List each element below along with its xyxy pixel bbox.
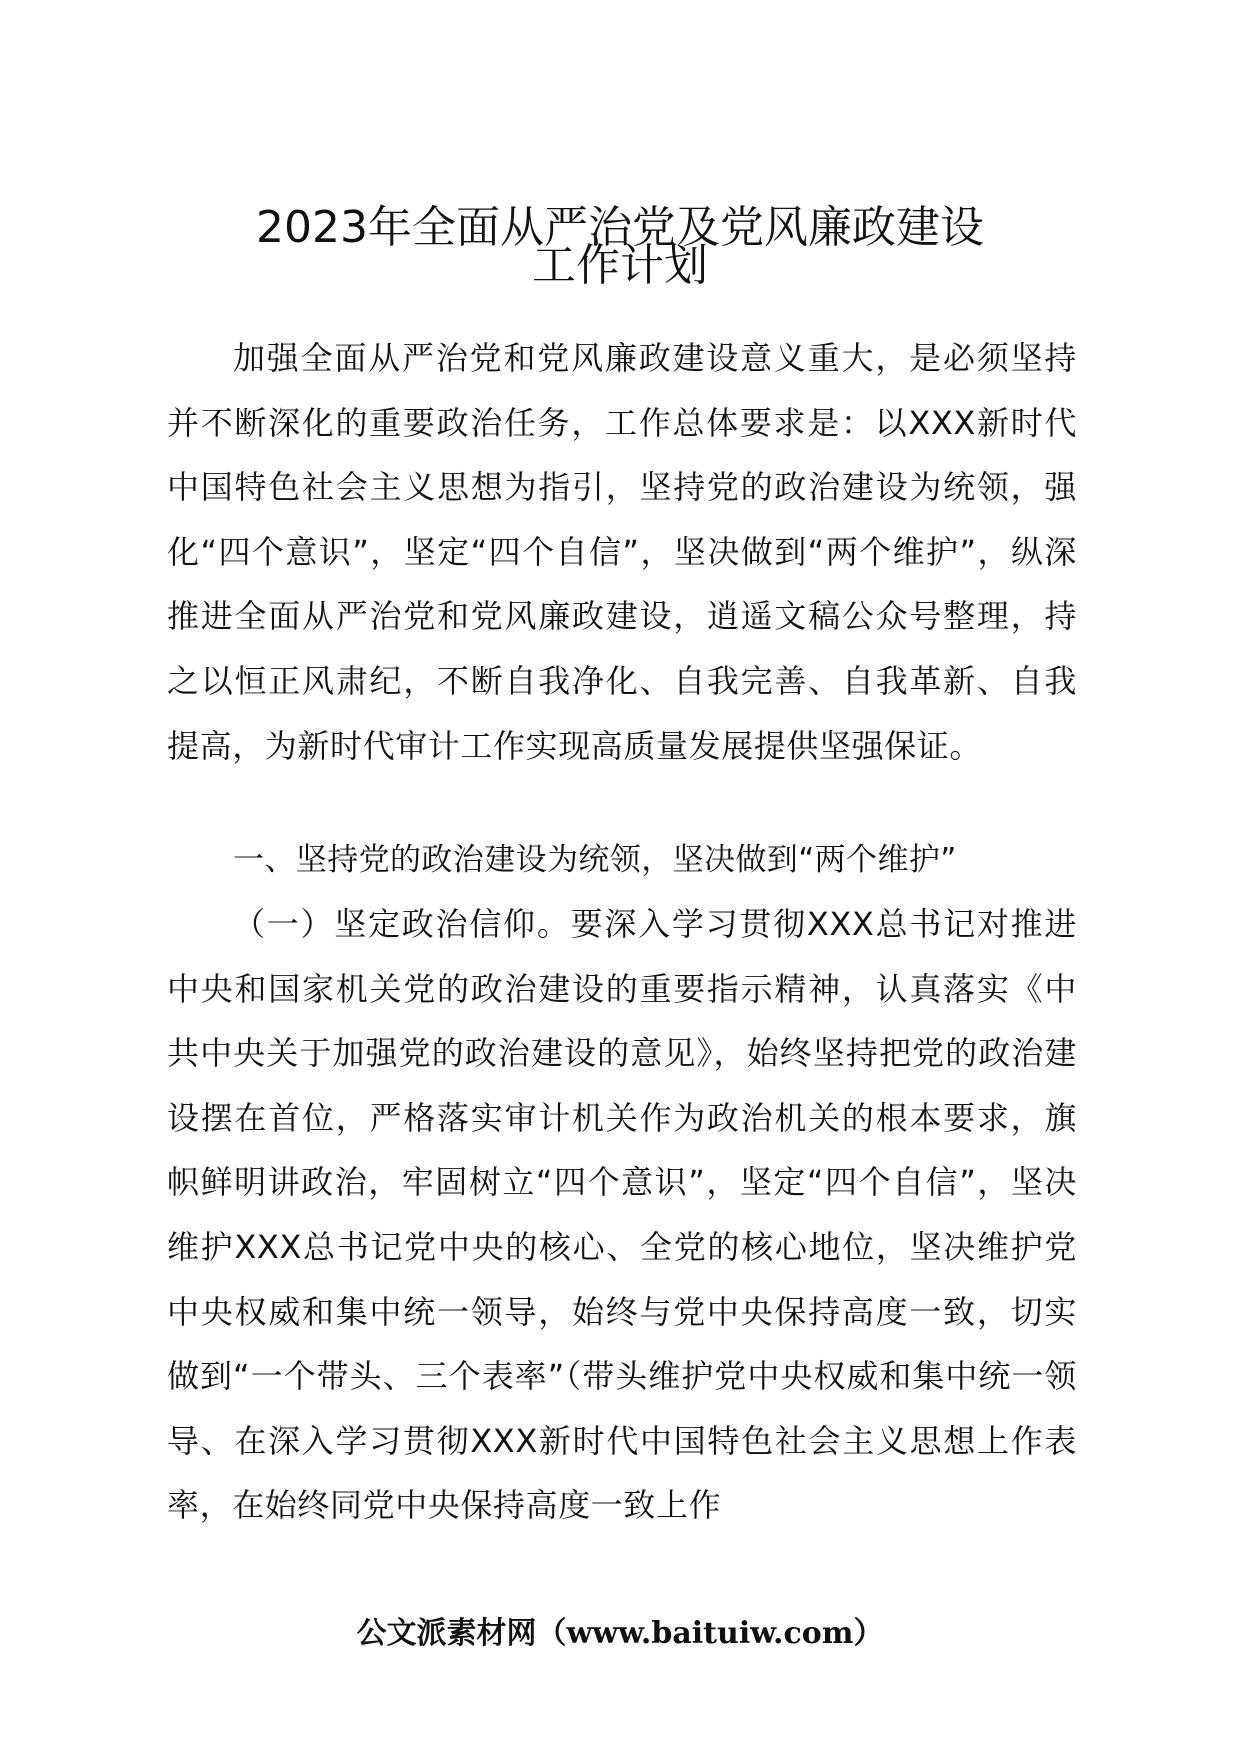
section-heading-1: 一、坚持党的政治建设为统领，坚决做到“两个维护” [233, 842, 957, 878]
intro-paragraph: 加强全面从严治党和党风廉政建设意义重大，是必须坚持并不断深化的重要政治任务，工作总体要求是：以XXX新时代中国特色社会主义思想为指引，坚持党的政治建设为统领，强化“四个意识”，坚定“四个自信”，坚决做到“两个维护”，纵深推进全面从严治党和党风廉政建设，逍遥文稿公众号整理，持之以恒正风肃纪，不断自我净化、自我完善、自我革新、自我提高，为新时代审计工作实现高质量发展提供坚强保证。 [167, 339, 1077, 765]
footer-watermark: 公文派素材网（www.baituiw.com） [356, 1616, 884, 1651]
section-1-paragraph: （一）坚定政治信仰。要深入学习贯彻XXX总书记对推进中央和国家机关党的政治建设的重要指示精神，认真落实《中共中央关于加强党的政治建设的意见》，始终坚持把党的政治建设摆在首位，严格落实审计机关作为政治机关的根本要求，旗帜鲜明讲政治，牢固树立“四个意识”，坚定“四个自信”，坚决维护XXX总书记党中央的核心、全党的核心地位，坚决维护党中央权威和集中统一领导，始终与党中央保持高度一致，切实做到“一个带头、三个表率”（带头维护党中央权威和集中统一领导、在深入学习贯彻XXX新时代中国特色社会主义思想上作表率，在始终同党中央保持高度一致上作 [167, 905, 1077, 1525]
document-title-line2: 工作计划 [532, 240, 708, 291]
document-title-line1: 2023年全面从严治党及党风廉政建设 [256, 202, 984, 253]
